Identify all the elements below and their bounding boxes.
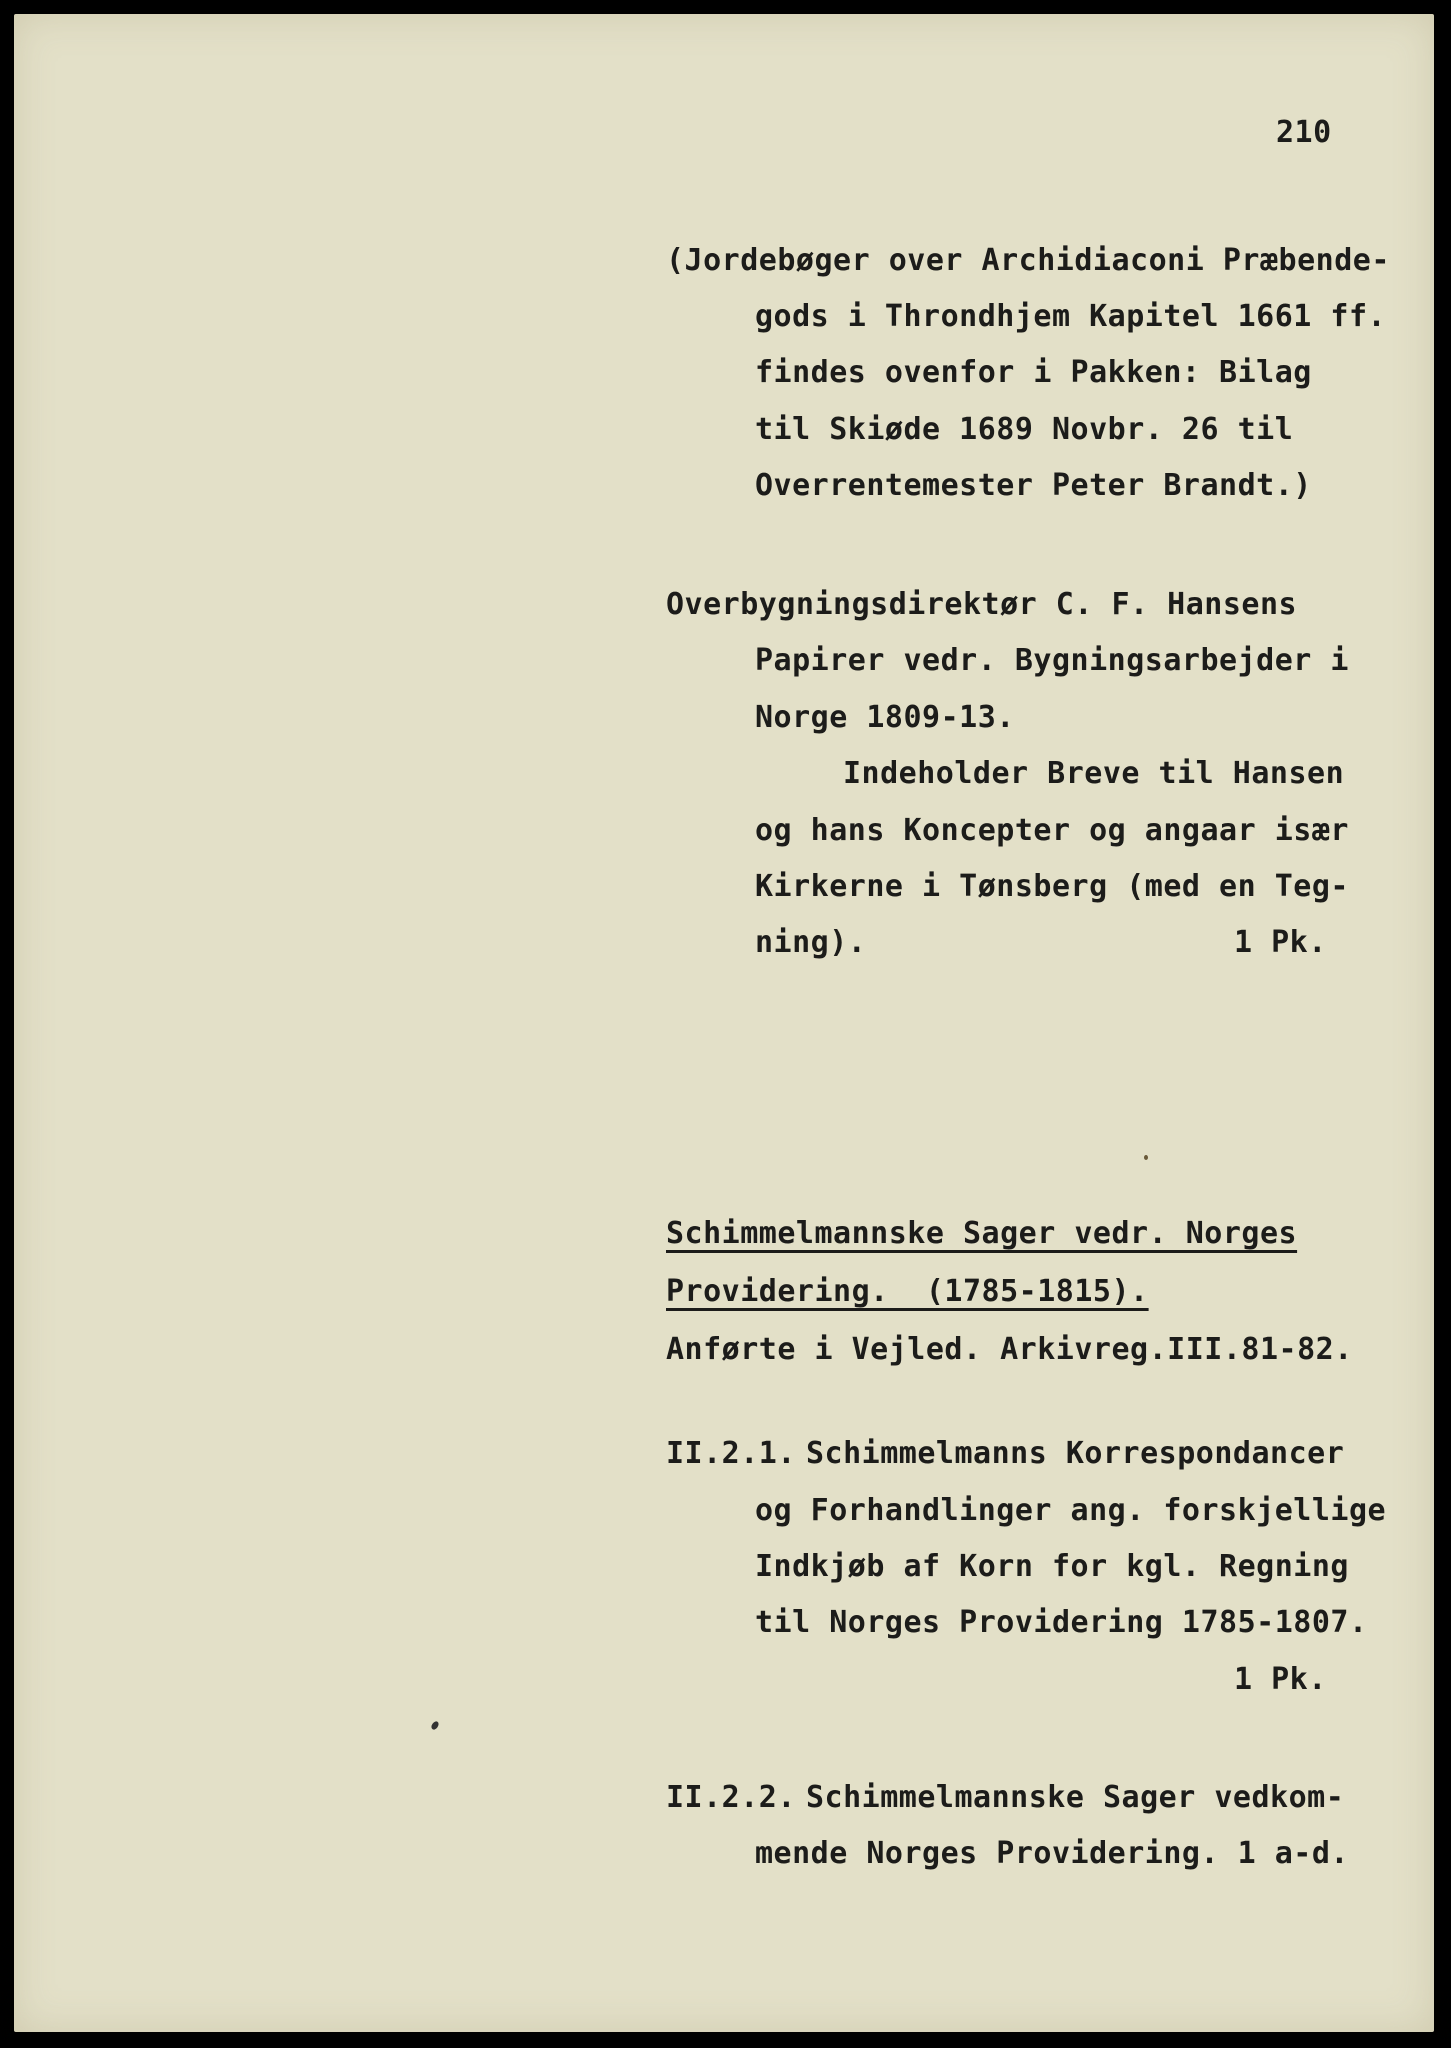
text-line: Overrentemester Peter Brandt.) bbox=[755, 468, 1312, 503]
ink-speck bbox=[430, 1720, 440, 1731]
text-line: til Skiøde 1689 Novbr. 26 til bbox=[755, 412, 1294, 447]
text-line: og Forhandlinger ang. forskjellige bbox=[755, 1493, 1387, 1528]
text-line: til Norges Providering 1785-1807. bbox=[755, 1605, 1368, 1640]
text-line: Schimmelmanns Korrespondancer bbox=[806, 1436, 1345, 1471]
item-number: II.2.2. bbox=[666, 1780, 796, 1815]
section-heading: Providering. (1785-1815). bbox=[666, 1274, 1149, 1309]
text-line: ning). bbox=[755, 925, 867, 960]
document-page bbox=[14, 14, 1434, 2032]
item-number: II.2.1. bbox=[666, 1436, 796, 1471]
text-line: Indkjøb af Korn for kgl. Regning bbox=[755, 1549, 1349, 1584]
text-line: Indeholder Breve til Hansen bbox=[843, 756, 1345, 791]
text-line: Overbygningsdirektør C. F. Hansens bbox=[666, 587, 1298, 622]
page-number: 210 bbox=[1276, 115, 1332, 150]
text-line: mende Norges Providering. 1 a-d. bbox=[755, 1836, 1349, 1871]
package-count: 1 Pk. bbox=[1234, 1662, 1327, 1697]
paper-mark bbox=[1144, 1155, 1148, 1160]
text-line: Norge 1809-13. bbox=[755, 700, 1015, 735]
text-line: Papirer vedr. Bygningsarbejder i bbox=[755, 643, 1349, 678]
text-line: (Jordebøger over Archidiaconi Præbende- bbox=[666, 243, 1390, 278]
section-heading: Schimmelmannske Sager vedr. Norges bbox=[666, 1216, 1298, 1251]
package-count: 1 Pk. bbox=[1234, 925, 1327, 960]
reference-line: Anførte i Vejled. Arkivreg.III.81-82. bbox=[666, 1332, 1353, 1367]
text-line: findes ovenfor i Pakken: Bilag bbox=[755, 355, 1312, 390]
text-line: og hans Koncepter og angaar især bbox=[755, 813, 1349, 848]
text-line: gods i Throndhjem Kapitel 1661 ff. bbox=[755, 299, 1387, 334]
text-line: Schimmelmannske Sager vedkom- bbox=[806, 1780, 1345, 1815]
text-line: Kirkerne i Tønsberg (med en Teg- bbox=[755, 869, 1349, 904]
